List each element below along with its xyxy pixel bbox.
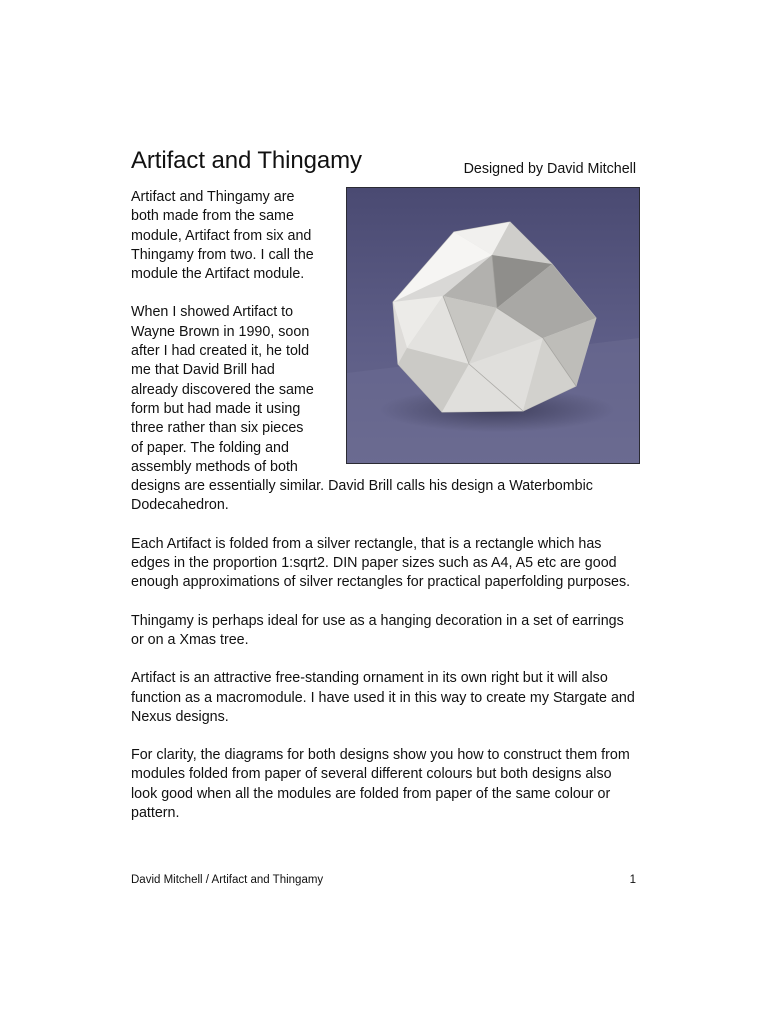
paragraph-intro: Artifact and Thingamy are both made from the same module, Artifact from six and Thingamy from two. I call the module the Artifact module. — [131, 189, 314, 283]
footer-credit: David Mitchell / Artifact and Thingamy — [131, 874, 324, 886]
paragraph-history: When I showed Artifact to Wayne Brown in 1990, soon after I had created it, he told me that David Brill had already discovered the same form but had made it using three rather than six pieces of paper. The folding and assembly methods of both designs are essentially similar. David Brill calls his design a Waterbombic Dodecahedron. — [131, 304, 593, 514]
designer-credit: Designed by David Mitchell — [463, 161, 636, 177]
article-body — [131, 188, 637, 842]
page-title: Artifact and Thingamy — [131, 147, 362, 174]
paragraph-paper-size: Each Artifact is folded from a silver rectangle, that is a rectangle which has edges in the proportion 1:sqrt2. DIN paper sizes such as A4, A5 etc are good enough approximations of silver rectangles for practical paperfolding purposes. — [131, 535, 631, 591]
paragraph-artifact-use: Artifact is an attractive free-standing ornament in its own right but it will also function as a macromodule. I have used it in this way to create my Stargate and Nexus designs. — [131, 670, 635, 725]
page-number: 1 — [629, 874, 636, 886]
photo-wrap-spacer — [315, 188, 637, 470]
paragraph-thingamy-use: Thingamy is perhaps ideal for use as a hanging decoration in a set of earrings or on a Xmas tree. — [131, 612, 624, 648]
paragraph-clarity: For clarity, the diagrams for both designs show you how to construct them from modules folded from paper of several different colours but both designs also look good when all the modules are folded from paper of the same colour or pattern. — [131, 747, 630, 822]
